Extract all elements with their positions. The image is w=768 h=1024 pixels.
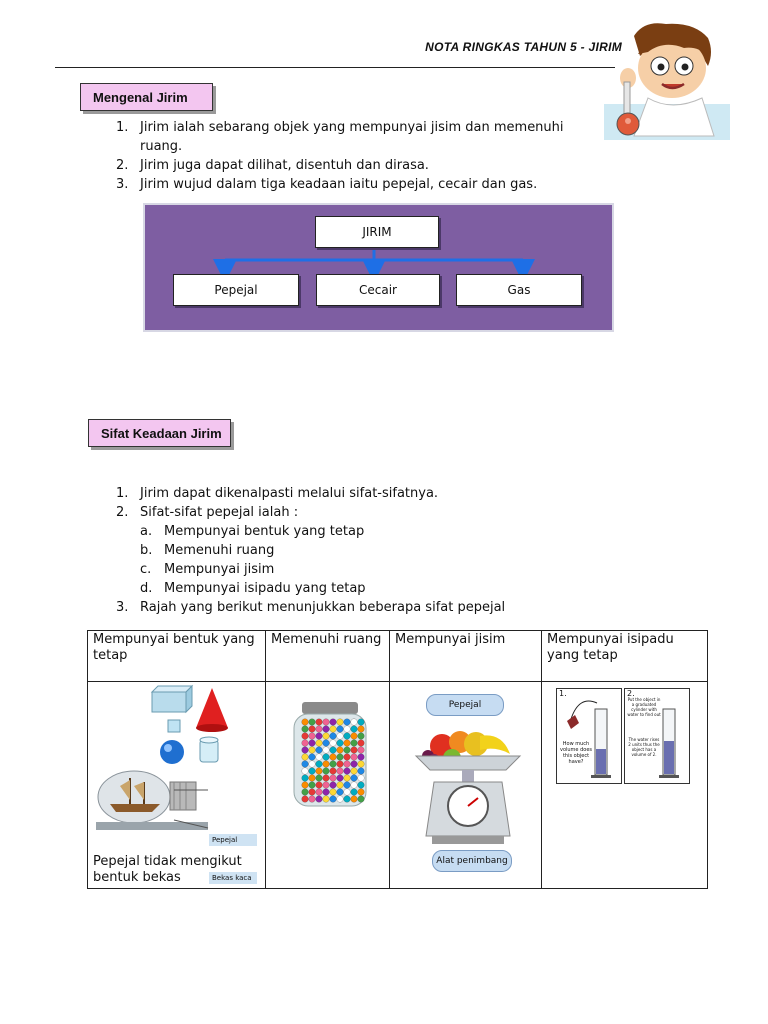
header-divider (55, 67, 615, 68)
section-heading-mengenal-jirim: Mengenal Jirim (80, 83, 213, 111)
cylinder-icon (625, 689, 689, 783)
table-cell-shapes (88, 682, 266, 889)
section1-list (116, 118, 596, 194)
cell-caption: Pepejal tidak mengikut bentuk bekas (93, 854, 242, 885)
label-alat-penimbang: Alat penimbang (432, 850, 512, 872)
table-header-cell: Mempunyai jisim (390, 631, 542, 682)
label-pepejal-top: Pepejal (426, 694, 504, 716)
fruit-scale-icon (410, 716, 526, 852)
list-item: 3. Jirim wujud dalam tiga keadaan iaitu pepejal, cecair dan gas. (116, 177, 538, 192)
list-item: c. Mempunyai jisim (140, 562, 275, 577)
volume-instruction: Put the object in a graduated cylinder with water to find out (627, 697, 661, 717)
cylinder-icon (557, 689, 621, 783)
scientist-kid-illustration (604, 16, 730, 140)
list-item: a. Mempunyai bentuk yang tetap (140, 524, 365, 539)
page-header-title: NOTA RINGKAS TAHUN 5 - JIRIM (425, 40, 622, 54)
label-pepejal: Pepejal (209, 834, 257, 846)
volume-question: How much volume does this object have? (559, 741, 593, 765)
table-header-cell: Mempunyai isipadu yang tetap (542, 631, 708, 682)
volume-result: The water rises 2 units thus the object has a volume of 2. (628, 737, 660, 757)
table-cell-volume (542, 682, 708, 889)
table-row (88, 682, 708, 889)
diagram-child-cecair: Cecair (316, 274, 440, 306)
marble-jar-icon (290, 700, 370, 810)
diagram-child-pepejal: Pepejal (173, 274, 299, 306)
table-cell-jar (266, 682, 390, 889)
table-header-cell: Mempunyai bentuk yang tetap (88, 631, 266, 682)
table-header-row (88, 631, 708, 682)
table-cell-scale (390, 682, 542, 889)
list-item: 1. Jirim ialah sebarang objek yang mempunyai jisim dan memenuhi ruang. (116, 120, 564, 154)
volume-panel-2: 2. Put the object in a graduated cylinder with water to find out The water rises 2 units thus the object has a volume of 2. (624, 688, 690, 784)
label-bekas-kaca: Bekas kaca (209, 872, 257, 884)
diagram-child-gas: Gas (456, 274, 582, 306)
list-item: 1. Jirim dapat dikenalpasti melalui sifat-sifatnya. (116, 486, 439, 501)
section2-list-end (116, 598, 596, 617)
list-item: 2. Sifat-sifat pepejal ialah : (116, 505, 299, 520)
jirim-classification-diagram (143, 203, 614, 332)
section2-list (116, 484, 596, 522)
properties-table (87, 630, 708, 889)
section2-sublist (140, 522, 580, 598)
list-item: 2. Jirim juga dapat dilihat, disentuh dan dirasa. (116, 158, 429, 173)
shapes-illustration (88, 682, 264, 852)
diagram-root-box: JIRIM (315, 216, 439, 248)
list-item: d. Mempunyai isipadu yang tetap (140, 581, 366, 596)
table-header-cell: Memenuhi ruang (266, 631, 390, 682)
section-heading-sifat-keadaan-jirim: Sifat Keadaan Jirim (88, 419, 231, 447)
list-item: 3. Rajah yang berikut menunjukkan beberapa sifat pepejal (116, 600, 506, 615)
volume-panel-1: 1. How much volume does this object have? (556, 688, 622, 784)
list-item: b. Memenuhi ruang (140, 543, 275, 558)
